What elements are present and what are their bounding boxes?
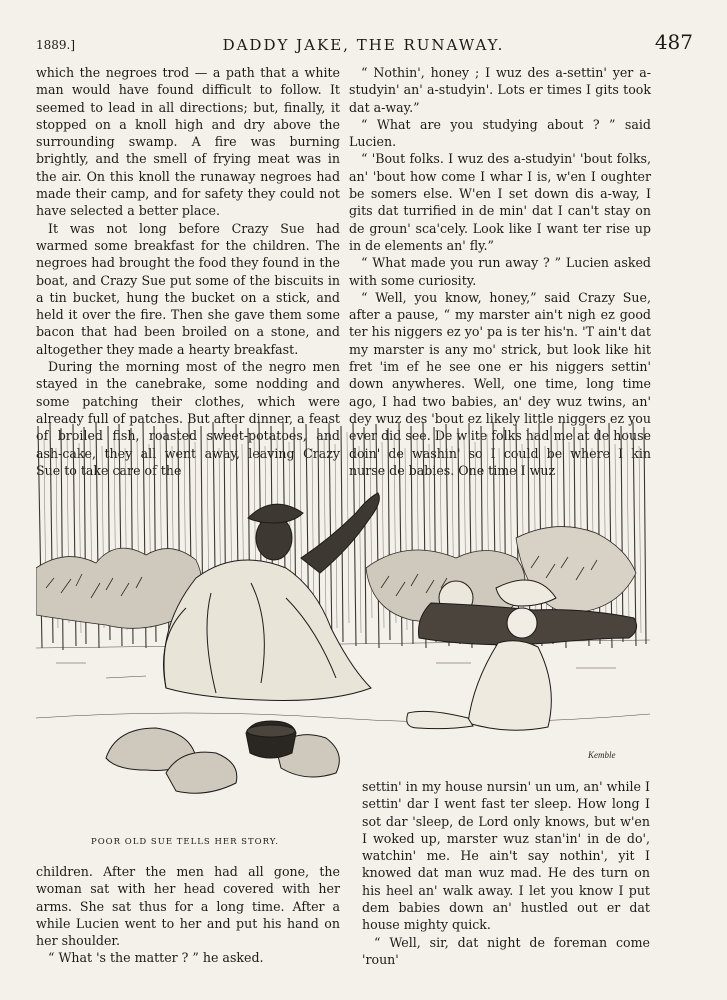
paragraph: “ What made you run away ? ” Lucien asked with some curiosity. [349, 255, 651, 288]
figure-caption: POOR OLD SUE TELLS HER STORY. [90, 837, 279, 847]
paragraph: “ 'Bout folks. I wuz des a-studyin' 'bout folks, an' 'bout how come I whar I is, w'en I oughter be somers else. W'en I set down dis a-way, I gits dat turrified in de min' dat I can't stay on de groun' sca'cely. Look like I want ter rise up in de elements an' fly.” [349, 151, 651, 253]
paragraph: “ What 's the matter ? ” he asked. [48, 950, 264, 966]
paragraph: settin' in my house nursin' un um, an' while I settin' dar I went fast ter sleep. How long I sot dar 'sleep, de Lord only knows, but w'en I woked up, marster wuz stan'in' in de do', watchin' me. He ain't say nothin', yit I knowed dat man wuz mad. He des turn on his heel an' walk away. I let you know I put dem babies down an' hustled out er dat house mighty quick. [362, 779, 650, 933]
right-column [349, 64, 651, 479]
bottom-right-column [362, 778, 650, 968]
paragraph: “ Well, you know, honey,” said Crazy Sue, after a pause, “ my marster ain't nigh ez good ter his niggers ez yo' pa is ter his'n. 'T ain't dat my marster is any mo' strick, but look like hit fret 'im ef he see one er his niggers settin' down anywheres. Well, one time, long time ago, I had two babies, an' dey wuz twins, an' dey wuz des 'bout ez likely little niggers ez you ever did see. De w'ite folks had me at de house doin' de washin' so I could be where I kin nurse de babies. One time I wuz [349, 289, 651, 478]
fire-pot-and-stones [106, 721, 339, 793]
page-number: 487 [654, 30, 693, 54]
header-year: 1889.] [36, 38, 76, 52]
paragraph: “ Well, sir, dat night de foreman come 'roun' [362, 934, 650, 967]
paragraph: “ Nothin', honey ; I wuz des a-settin' yer a-studyin' an' a-studyin'. Lots er times I gits took dat a-way.” [349, 65, 651, 115]
paragraph: children. After the men had all gone, the woman sat with her head covered with her arms. She sat thus for a long time. After a while Lucien went to her and put his hand on her shoulder. [36, 864, 340, 949]
artist-signature: Kemble [588, 750, 616, 760]
page-header [30, 30, 697, 58]
left-column [36, 64, 340, 479]
paragraph: During the morning most of the negro men stayed in the canebrake, some nodding and some patching their clothes, which were already full of patches. But after dinner, a feast of broiled fish, roasted sweet-potatoes, and ash-cake, they all went away, leaving Crazy Sue to take care of the [36, 359, 340, 478]
running-title: DADDY JAKE, THE RUNAWAY. [222, 36, 505, 54]
bottom-left-column [36, 863, 340, 967]
illustration [36, 418, 650, 818]
paragraph: It was not long before Crazy Sue had warmed some breakfast for the children. The negroes had brought the food they found in the boat, and Crazy Sue put some of the biscuits in a tin bucket, hung the bucket on a stick, and held it over the fire. Then she gave them some bacon that had been broiled on a stone, and altogether they made a hearty breakfast. [36, 220, 340, 357]
paragraph: “ What are you studying about ? ” said Lucien. [349, 116, 651, 150]
paragraph: which the negroes trod — a path that a white man would have found difficult to follow. It seemed to lead in all directions; but, finally, it stopped on a knoll high and dry above the surrounding swamp. A fire was burning brightly, and the smell of frying meat was in the air. On this knoll the runaway negroes had made their camp, and for safety they could not have selected a better place. [36, 65, 340, 219]
